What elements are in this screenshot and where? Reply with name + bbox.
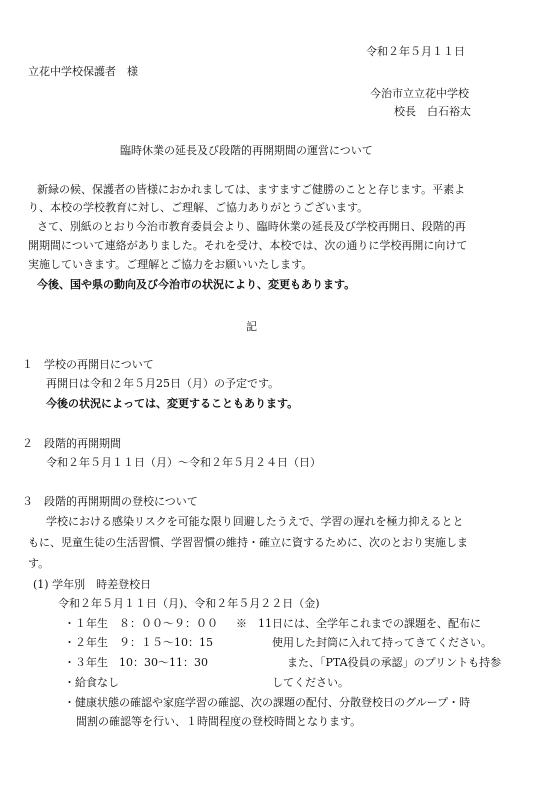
section-3-heading: ３ 段階的再開期間の登校について (22, 495, 198, 508)
section-3-body-line: 学校における感染リスクを可能な限り回避したうえで、学習の遅れを極力抑えるとと (46, 515, 464, 528)
schedule-item: ・３年生 10：30～11：30 (64, 656, 208, 669)
section-3-body-line: もに、児童生徒の生活習慣、学習習慣の維持・確立に資するために、次のとおり実施しま (28, 536, 468, 549)
section-3-body-line: す。 (28, 557, 50, 570)
sender-name: 校長 白石裕太 (394, 105, 471, 118)
schedule-item: ・給食なし (64, 676, 119, 689)
intro-line: り、本校の学校教育に対し、ご理解、ご協力ありがとうございます。 (28, 201, 369, 214)
section-2-body: 令和２年５月１１日（月）～令和２年５月２４日（日） (46, 456, 321, 469)
ki-marker: 記 (246, 320, 257, 333)
schedule-item: ・２年生 ９：１５～10：15 (64, 636, 213, 649)
health-check-line: 間割の確認等を行い、１時間程度の登校時間となります。 (76, 715, 362, 728)
school-days: 令和２年５月１１日（月)、令和２年５月２２日（金) (58, 597, 320, 610)
section-1-heading: １ 学校の再開日について (22, 358, 154, 371)
remark-line: 使用した封筒に入れて持ってきてください。 (272, 636, 492, 649)
remark-line: してください。 (272, 676, 349, 689)
document-date: 令和２年５月１１日 (366, 45, 465, 58)
subsection-1-heading: (1) 学年別 時差登校日 (33, 578, 152, 591)
remark-line: また、「PTA役員の承認」のプリントも持参 (287, 656, 502, 669)
intro-line: 実施していきます。ご理解とご協力をお願いいたします。 (28, 258, 313, 271)
intro-line: 新緑の候、保護者の皆様におかれましては、ますますご健勝のことと存じます。平素よ (37, 183, 466, 196)
section-1-body: 再開日は令和２年５月25日（月）の予定です。 (46, 377, 280, 390)
section-2-heading: ２ 段階的再開期間 (22, 437, 121, 450)
intro-line: 開期間について連絡がありました。それを受け、本校では、次の通りに学校再開に向けて (28, 239, 468, 252)
intro-line: さて、別紙のとおり今治市教育委員会より、臨時休業の延長及び学校再開日、段階的再 (37, 220, 466, 233)
document-title: 臨時休業の延長及び段階的再開期間の運営について (120, 144, 373, 157)
change-notice: 今後、国や県の動向及び今治市の状況により、変更もあります。 (37, 278, 356, 291)
sender-organization: 今治市立立花中学校 (370, 87, 469, 100)
recipient: 立花中学校保護者 様 (28, 65, 138, 78)
remark-line: ※ 11日には、全学年これまでの課題を、配布に (236, 617, 481, 630)
health-check-line: ・健康状態の確認や家庭学習の確認、次の課題の配付、分散登校日のグループ・時 (64, 696, 471, 709)
section-1-note: 今後の状況によっては、変更することもあります。 (46, 397, 299, 410)
schedule-item: ・１年生 ８：００～９：００ (64, 617, 218, 630)
